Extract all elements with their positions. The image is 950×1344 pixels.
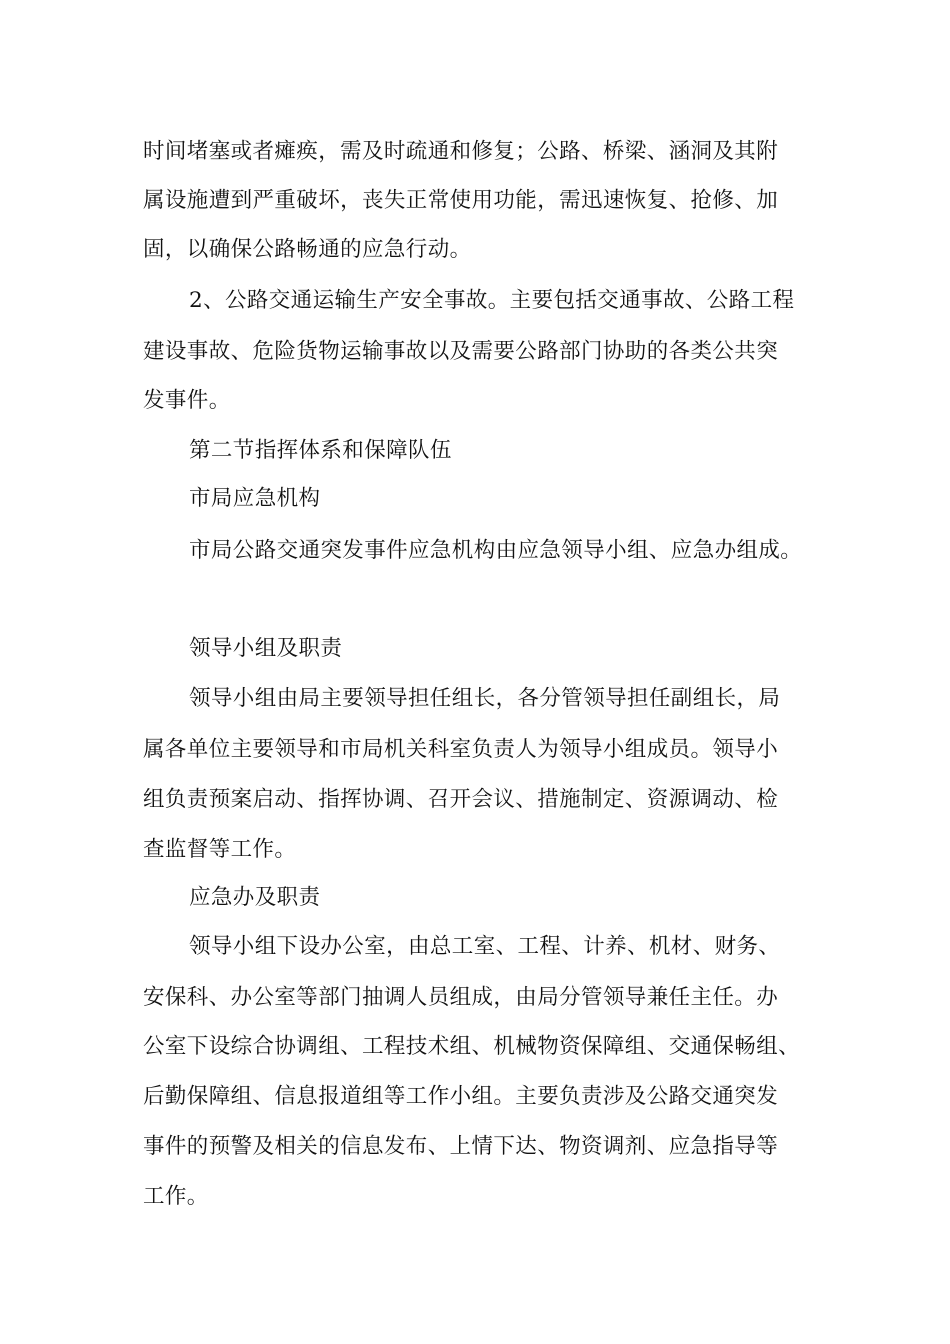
text-line: 市局公路交通突发事件应急机构由应急领导小组、应急办组成。 xyxy=(189,538,803,563)
text-line: 2、公路交通运输生产安全事故。主要包括交通事故、公路工程 xyxy=(189,288,795,313)
text-line: 工作。 xyxy=(143,1184,209,1209)
text-line: 公室下设综合协调组、工程技术组、机械物资保障组、交通保畅组、 xyxy=(143,1034,801,1059)
text-line: 后勤保障组、信息报道组等工作小组。主要负责涉及公路交通突发 xyxy=(143,1084,779,1109)
section-heading: 第二节指挥体系和保障队伍 xyxy=(189,438,452,463)
text-line: 时间堵塞或者瘫痪，需及时疏通和修复；公路、桥梁、涵洞及其附 xyxy=(143,139,779,164)
text-line: 组负责预案启动、指挥协调、召开会议、措施制定、资源调动、检 xyxy=(143,787,779,812)
text-line: 查监督等工作。 xyxy=(143,837,297,862)
text-line: 事件的预警及相关的信息发布、上情下达、物资调剂、应急指导等 xyxy=(143,1134,779,1159)
text-line: 领导小组由局主要领导担任组长，各分管领导担任副组长，局 xyxy=(189,686,781,711)
text-line: 安保科、办公室等部门抽调人员组成，由局分管领导兼任主任。办 xyxy=(143,985,779,1010)
subsection-heading: 应急办及职责 xyxy=(189,885,321,910)
subsection-heading: 市局应急机构 xyxy=(189,486,321,511)
subsection-heading: 领导小组及职责 xyxy=(189,636,343,661)
text-line: 领导小组下设办公室，由总工室、工程、计养、机材、财务、 xyxy=(189,934,781,959)
text-line: 建设事故、危险货物运输事故以及需要公路部门协助的各类公共突 xyxy=(143,339,779,364)
text-line: 属设施遭到严重破坏，丧失正常使用功能，需迅速恢复、抢修、加 xyxy=(143,188,779,213)
text-line: 属各单位主要领导和市局机关科室负责人为领导小组成员。领导小 xyxy=(143,737,779,762)
text-line: 发事件。 xyxy=(143,388,231,413)
text-line: 固，以确保公路畅通的应急行动。 xyxy=(143,237,472,262)
